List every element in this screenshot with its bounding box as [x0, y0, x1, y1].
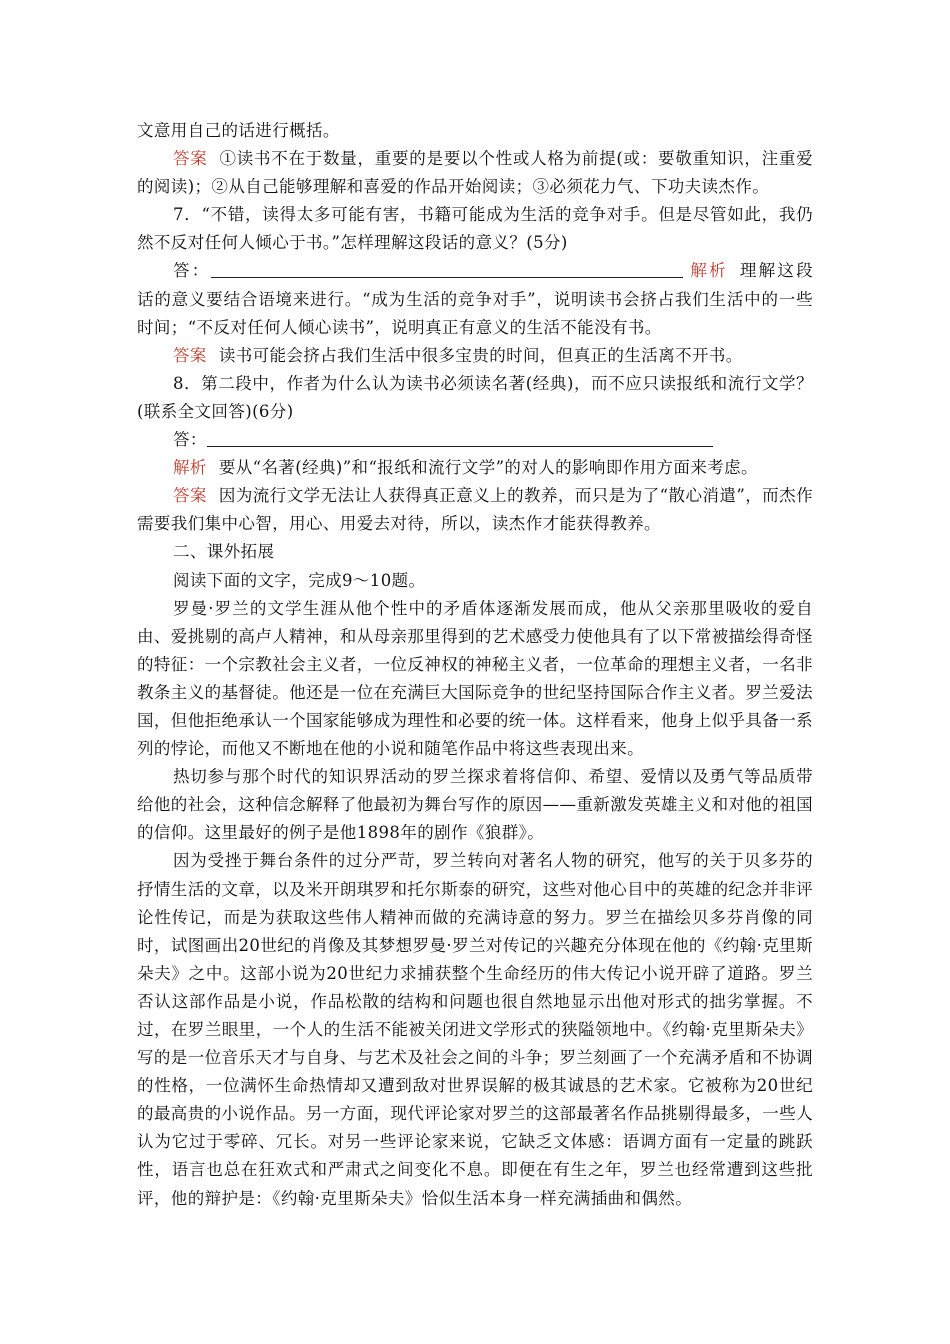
- passage-paragraph-3: 因为受挫于舞台条件的过分严苛，罗兰转向对著名人物的研究，他写的关于贝多芬的抒情生活的文章，以及米开朗琪罗和托尔斯泰的研究，这些对他心目中的英雄的纪念并非评论性传记，而是为获取这些伟人精神而做的充满诗意的努力。罗兰在描绘贝多芬肖像的同时，试图画出20世纪的肖像及其梦想罗曼·罗兰对传记的兴趣充分体现在他的《约翰·克里斯朵夫》之中。这部小说为20世纪力求捕获整个生命经历的伟大传记小说开辟了道路。罗兰否认这部作品是小说，作品松散的结构和问题也很自然地显示出他对形式的拙劣掌握。不过，在罗兰眼里，一个人的生活不能被关闭进文学形式的狭隘领地中。《约翰·克里斯朵夫》写的是一位音乐天才与自身、与艺术及社会之间的斗争；罗兰刻画了一个充满矛盾和不协调的性格，一位满怀生命热情却又遭到敌对世界误解的极其诚恳的艺术家。它被称为20世纪的最高贵的小说作品。另一方面，现代评论家对罗兰的这部最著名作品挑剔得最多，一些人认为它过于零碎、冗长。对另一些评论家来说，它缺乏文体感：语调方面有一定量的跳跃性，语言也总在狂欢式和严肃式之间变化不息。即便在有生之年，罗兰也经常遭到这些批评，他的辩护是：《约翰·克里斯朵夫》恰似生活本身一样充满插曲和偶然。: [137, 851, 813, 1208]
- document-body: [137, 117, 813, 1213]
- answer-text: 读书可能会挤占我们生活中很多宝贵的时间，但真正的生活离不开书。: [218, 345, 743, 365]
- analysis-text: 要从“名著(经典)”和“报纸和流行文学”的对人的影响即作用方面来考虑。: [218, 458, 758, 478]
- answer-prefix: 答：: [173, 430, 207, 450]
- passage-paragraph-1: 罗曼·罗兰的文学生涯从他个性中的矛盾体逐渐发展而成，他从父亲那里吸收的爱自由、爱挑剔的高卢人精神，和从母亲那里得到的艺术感受力使他具有了以下常被描绘得奇怪的特征：一个宗教社会主义者，一位反神权的神秘主义者，一位革命的理想主义者，一名非教条主义的基督徒。他还是一位在充满巨大国际竞争的世纪坚持国际合作主义者。罗兰爱法国，但他拒绝承认一个国家能够成为理性和必要的统一体。这样看来，他身上似乎具备一系列的悖论，而他又不断地在他的小说和随笔作品中将这些表现出来。: [137, 598, 813, 759]
- reading-instruction: 阅读下面的文字，完成9～10题。: [173, 570, 426, 590]
- answer-blank: [207, 430, 713, 447]
- answer-blank: [211, 261, 683, 278]
- answer-text: ①读书不在于数量，重要的是要以个性或人格为前提(或：要敬重知识，注重爱的阅读)；②从自己能够理解和喜爱的作品开始阅读；③必须花力气、下功夫读杰作。: [137, 149, 813, 197]
- analysis-tag: 解析: [173, 458, 207, 478]
- continuation-text: 文意用自己的话进行概括。: [137, 121, 340, 140]
- question-text: 8．第二段中，作者为什么认为读书必须读名著(经典)，而不应只读报纸和流行文学？(联系全文回答)(6分): [137, 373, 813, 421]
- section-heading: 二、课外拓展: [173, 542, 275, 562]
- text-line: [137, 117, 813, 145]
- answer-prefix: 答：: [173, 261, 211, 281]
- answer-paragraph: [137, 145, 813, 201]
- question-7: [137, 201, 813, 257]
- passage-paragraph-2: 热切参与那个时代的知识界活动的罗兰探求着将信仰、希望、爱情以及勇气等品质带给他的社会，这种信念解释了他最初为舞台写作的原因——重新激发英雄主义和对他的祖国的信仰。这里最好的例子是他1898年的剧作《狼群》。: [137, 767, 813, 843]
- analysis-text: 理解这段话的意义要结合语境来进行。“成为生活的竞争对手”，说明读书会挤占我们生活中的一些时间；“不反对任何人倾心读书”，说明真正有意义的生活不能没有书。: [137, 261, 813, 337]
- question-8: [137, 370, 813, 426]
- answer-line-analysis: [137, 257, 813, 341]
- question-text: 7．“不错，读得太多可能有害，书籍可能成为生活的竞争对手。但是尽管如此，我仍然不反对任何人倾心于书。”怎样理解这段话的意义？(5分): [137, 205, 813, 253]
- answer-tag: 答案: [173, 486, 207, 506]
- answer-tag: 答案: [173, 149, 208, 169]
- analysis-tag: 解析: [688, 261, 728, 281]
- analysis-paragraph: [137, 454, 813, 482]
- answer-text: 因为流行文学无法让人获得真正意义上的教养，而只是为了“散心消遣”，而杰作需要我们集中心智，用心、用爱去对待，所以，读杰作才能获得教养。: [137, 486, 813, 534]
- answer-paragraph: [137, 482, 813, 538]
- answer-line: [137, 426, 813, 454]
- answer-paragraph: [137, 342, 813, 370]
- answer-tag: 答案: [173, 345, 207, 365]
